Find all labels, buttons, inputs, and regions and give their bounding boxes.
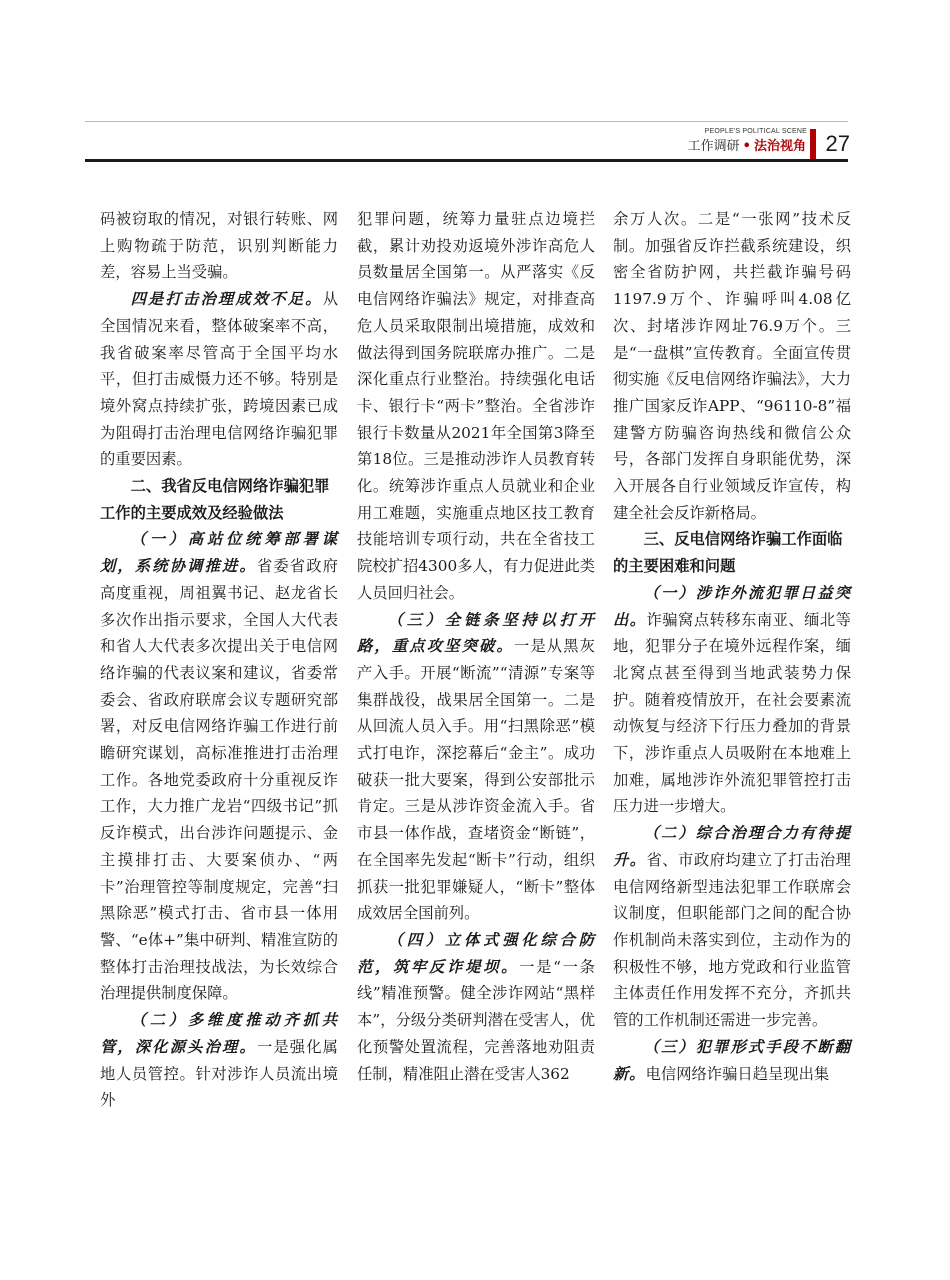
paragraph [357,927,595,1087]
column-name: 法治视角 [753,139,806,154]
paragraph [613,580,851,820]
paragraph-body: 省委省政府高度重视，周祖翼书记、赵龙省长多次作出指示要求，全国人大代表和省人大代表多次提出关于电信网络诈骗的代表议案和建议，省委常委会、省政府联席会议专题研究部署，对反电信网络诈骗工作进行前瞻研究谋划，高标准推进打击治理工作。各地党委政府十分重视反诈工作，大力推广龙岩“四级书记”抓反诈模式，出台涉诈问题提示、金主摸排打击、大要案侦办、“两卡”治理管控等制度规定，完善“扫黑除恶”模式打击、省市县一体用警、“e体+”集中研判、精准宣防的整体打击治理技战法，为长效综合治理提供制度保障。 [100,557,338,1003]
paragraph-body: 省、市政府均建立了打击治理电信网络新型违法犯罪工作联席会议制度，但职能部门之间的配合协作机制尚未落实到位，主动作为的积极性不够，地方党政和行业监管主体责任作用发挥不充分，齐抓共管的工作机制还需进一步完善。 [613,850,851,1030]
paragraph-lead: （三）犯罪形式手段不断翻新。 [613,1037,851,1083]
paragraph [100,286,338,473]
paragraph: 码被窃取的情况，对银行转账、网上购物疏于防范，识别判断能力差，容易上当受骗。 [100,210,338,282]
paragraph-body: 一是“一条线”精准预警。健全涉诈网站“黑样本”，分级分类研判潜在受害人，优化预警处置流程，完善落地劝阻责任制，精准阻止潜在受害人362 [357,957,595,1083]
paragraph [100,526,338,1007]
section-heading: 二、我省反电信网络诈骗犯罪工作的主要成效及经验做法 [100,477,330,522]
section-title [688,138,806,156]
paragraph-lead: （二）综合治理合力有待提升。 [613,824,851,869]
paragraph [357,607,595,927]
paragraph-body: 诈骗窝点转移东南亚、缅北等地，犯罪分子在境外远程作案，缅北窝点甚至得到当地武装势力保护。随着疫情放开，在社会要素流动恢复与经济下行压力叠加的背景下，涉诈重点人员吸附在本地难上加难，属地涉诈外流犯罪管控打击压力进一步增大。 [613,610,851,816]
magazine-english-title: PEOPLE'S POLITICAL SCENE [704,128,807,135]
section-name: 工作调研 [687,139,740,154]
paragraph [613,1034,851,1087]
paragraph-lead: （一）高站位统筹部署谋划，系统协调推进。 [100,530,338,576]
paragraph-body: 一是强化属地人员管控。针对涉诈人员流出境外 [100,1037,338,1110]
paragraph-body: 电信网络诈骗日趋呈现出集 [645,1064,830,1083]
text-column-2 [357,206,595,1087]
paragraph-lead: 四是打击治理成效不足。 [130,290,323,309]
paragraph-body: 一是从黑灰产入手。开展“断流”“清源”专案等集群战役，战果居全国第一。二是从回流人员入手。用“扫黑除恶”模式打电诈，深挖幕后“金主”。成功破获一批大要案，得到公安部批示肯定。三是从涉诈资金流入手。省市县一体作战，查堵资金“断链”，在全国率先发起“断卡”行动，组织抓获一批犯罪嫌疑人，“断卡”整体成效居全国前列。 [357,637,595,923]
paragraph [613,820,851,1034]
paragraph: 余万人次。二是“一张网”技术反制。加强省反诈拦截系统建设，织密全省防护网，共拦截诈骗号码1197.9万个、诈骗呼叫4.08亿次、封堵涉诈网址76.9万个。三是“一盘棋”宣传教育。全面宣传贯彻实施《反电信网络诈骗法》，大力推广国家反诈APP、“96110-8”福建警方防骗咨询热线和微信公众号，各部门发挥自身职能优势，深入开展各自行业领域反诈宣传，构建全社会反诈新格局。 [613,210,851,522]
page-number: 27 [825,131,850,156]
page-header [560,124,850,160]
paragraph-lead: （二）多维度推动齐抓共管，深化源头治理。 [100,1011,338,1056]
section-heading: 三、反电信网络诈骗工作面临的主要困难和问题 [613,530,843,576]
red-accent-bar [810,129,816,159]
section-separator: • [742,139,751,154]
paragraph-lead: （三）全链条坚持以打开路，重点攻坚突破。 [357,610,595,656]
top-rule [85,121,848,122]
paragraph-lead: （一）涉诈外流犯罪日益突出。 [613,583,851,629]
text-column-3 [613,206,851,1087]
text-column-1 [100,206,338,1114]
paragraph-body: 从全国情况来看，整体破案率不高，我省破案率尽管高于全国平均水平，但打击威慑力还不够。特别是境外窝点持续扩张，跨境因素已成为阻碍打击治理电信网络诈骗犯罪的重要因素。 [100,290,338,469]
paragraph: 犯罪问题，统筹力量驻点边境拦截，累计劝投劝返境外涉诈高危人员数量居全国第一。从严落实《反电信网络诈骗法》规定，对排查高危人员采取限制出境措施，成效和做法得到国务院联席办推广。二是深化重点行业整治。持续强化电话卡、银行卡“两卡”整治。全省涉诈银行卡数量从2021年全国第3降至第18位。三是推动涉诈人员教育转化。统筹涉诈重点人员就业和企业用工难题，实施重点地区技工教育技能培训专项行动，共在全省技工院校扩招4300多人，有力促进此类人员回归社会。 [357,210,595,602]
paragraph [100,1007,338,1114]
paragraph-lead: （四）立体式强化综合防范，筑牢反诈堤坝。 [357,930,595,976]
header-rule [85,159,848,162]
